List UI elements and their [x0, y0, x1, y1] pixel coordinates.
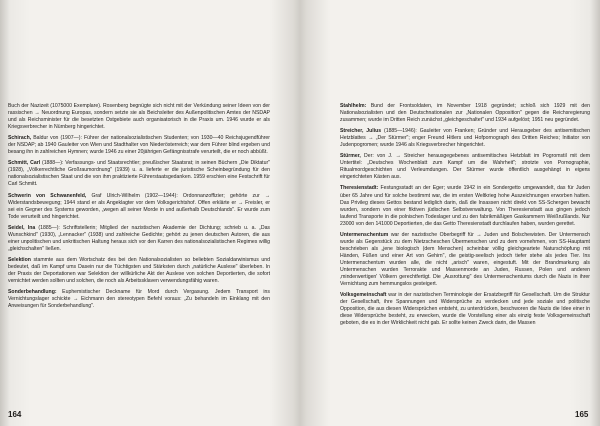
entry-body: Graf Ulrich-Wilhelm (1902—1944): Ordonnanzoffizier; gehörte zur → Widerstandsbewegung; 1944 stand er als Angeklagter vor dem Volksgerichtshof. Offen erklärte er → Freisler, er sei ein Gegner des Systems geworden, „wegen all seiner Morde in und außerhalb Deutschlands". Er wurde zum Tode verurteilt und hingerichtet. — [8, 192, 270, 220]
entry-volksgemeinschaft — [340, 292, 590, 327]
entry-untermenschentum — [340, 232, 590, 288]
entry-head: Sonderbehandlung: — [8, 289, 57, 296]
page-number-left: 164 — [8, 410, 22, 419]
entry-body: Der: von J. → Streicher herausgegebenes antisemitisches Hetzblatt im Pogromstil mit dem Untertitel: „Deutsches Wochenblatt zum Kampf um die Wahrheit"; strotzte von Pornographie, Ritualmordgeschichten und Verleumdungen. Der Stürmer wurde öffentlich ausgehängt in eigens eingerichteten Kästen aus. — [340, 153, 590, 181]
entry-body: Bund der Frontsoldaten, im November 1918 gegründet; schloß sich 1929 mit den Nationalsozialisten und den Deutschnationalen zur „Nationalen Opposition" gegen die Reichsregierung zusammen; wurde im Dritten Reich zunächst „gleichgeschaltet" und 1934 aufgelöst; 1951 neu gegründet. — [340, 103, 590, 124]
entry-head: Schwerin von Schwanenfeld, — [8, 192, 87, 199]
entry-streicher — [340, 128, 590, 149]
entry-head: Theresienstadt: — [340, 185, 379, 192]
entry-body: (1888—): Verfassungs- und Staatsrechtler; preußischer Staatsrat; in seinen Büchern „Die Diktatur" (1928), „Völkerrechtliche Großraumordnung" (1939) u. a. lieferte er die juristische Scheinbegründung für den nationalsozialistischen Staat und die von ihm praktizierte Führerstaatsgedanken. 1959 erschien eine Festschrift für Carl Schmitt. — [8, 160, 270, 188]
left-page-text — [8, 103, 270, 314]
entry-body: (1885—1946): Gauleiter von Franken; Gründer und Herausgeber des antisemitischen Hetzblattes → „Der Stürmer"; enger Freund Hitlers und Hofpornograph des Dritten Reiches; Initiator von Judenpogromen; wurde 1946 als Kriegsverbrecher hingerichtet. — [340, 128, 590, 149]
entry-body: Festungsstadt an der Eger; wurde 1942 in ein Sondergetto umgewandelt, das für Juden über 65 Jahre und für solche bestimmt war, die im ersten Weltkrieg hohe Auszeichnungen erworben hatten. Das Privileg dieses Gettos bestand lediglich darin, daß die Insassen nicht direkt von SS-Schergen bewacht wurden, sondern von einer fiktiven jüdischen Selbstverwaltung. Von Theresienstadt aus gingen jedoch laufend Transporte in die polnischen Todeslager und zu den fabrikmäßigen Gaskammern Weißrußlands. Nur 23000 von den 141000 Deportierten, die das Getto Theresienstadt durchlaufen haben, wurden gerettet. — [340, 185, 590, 227]
entry-body: war in der nazistischen Terminologie der Ersatzbegriff für Gesellschaft. Um die Struktur der Gesellschaft, ihre Spannungen und Widersprüche zu verdecken und jede soziale und politische Opposition, die aus diesen Widersprüchen entsteht, zu unterdrücken, beschworen die Nazis die Idee einer in diese Widersprüche besteht, zu erwecken, wurde die Vorstellung einer als einzig feste Volksgemeinschaft geboten, die es in der Wirklichkeit nicht gab. Er sollte keinen Zweck darin, die Massen — [340, 292, 590, 327]
entry-head: Selektion — [8, 256, 31, 263]
entry-schwerin — [8, 193, 270, 221]
entry-body: war der nazistische Oberbegriff für → Juden und Bolschewisten. Der Untermensch wurde als Gegenstück zu dem Nietzscheschen Übermenschen und zu dem vornehmen, von SS-Hauptamt beschrieben als „jene biologisch (dem Menschen) scheinbar völlig gleichgeartete Naturschöpfung mit Händen, Füßen und einer Art von Gehirn", die geistig-seelisch jedoch tiefer stehe als jedes Tier. Ins Untermenschentum wurden alle, die nicht „arisch" waren, eingestuft. Mit der Brandmarkung als Untermenschen wurden Terrorakte und Massenmorde an Juden, Russen, Polen und anderen ‚minderwertigen' Völkern gerechtfertigt. Die „Ausrottung" des Untermenschentums durch die Nazis in ihrer Vernichtung zum hemmungslos gesteigert. — [340, 231, 590, 288]
entry-head: Stahlhelm: — [340, 103, 367, 109]
entry-body: stammte aus dem Wortschatz des bei den Nationalsozialisten so beliebten Sozialdarwinismus und bedeutet, daß im Kampf ums Dasein nur die Tüchtigsten und Stärksten durch „natürliche Auslese" überleben. In der Praxis der Deportationen war Selektion der willkürliche Akt der Auslese von solchen Deportierten, die sofort vernichtet werden sollten und solchen, die noch als Arbeitssklaven verwendungsfähig waren. — [8, 256, 270, 285]
entry-schmitt — [8, 160, 270, 188]
entry-selektion — [8, 257, 270, 285]
entry-body: Euphemistischer Deckname für Mord durch Vergasung. Jedem Transport ins Vernichtungslager schickte → Eichmann den stereotypen Befehl voraus: „Zu behandeln im Einklang mit den Anweisungen für Sonderbehandlung". — [8, 289, 270, 310]
entry-sonderbehandlung — [8, 289, 270, 310]
entry-head: Untermenschentum — [340, 231, 389, 238]
entry-head: Volksgemeinschaft — [340, 292, 387, 299]
page-number-right: 165 — [575, 410, 589, 419]
entry-head: Streicher, Julius — [340, 128, 382, 135]
entry-head: Stürmer, — [340, 153, 361, 160]
entry-stuermer — [340, 153, 590, 181]
entry-head: Schmitt, Carl — [8, 160, 41, 167]
entry-seidel — [8, 225, 270, 253]
entry-stahlhelm — [340, 103, 590, 124]
entry-head: Schirach, — [8, 135, 32, 142]
right-page-text — [340, 103, 590, 331]
entry-body: (1885—): Schriftstellerin; Mitglied der nazistischen Akademie der Dichtung; schrieb u. a. „Das Wunschkind" (1930), „Lennacker" (1938) und zahlreiche Gedichte; gehört zu jenen deutschen Autoren, die aus einer unpolitischen und unkritischen Haltung heraus sich vor den Karren des nationalsozialistischen Regimes willig „gleichschalten" ließen. — [8, 224, 270, 252]
entry-schirach — [8, 135, 270, 156]
entry-theresienstadt — [340, 185, 590, 227]
entry-continuation: Buch der Nazizeit (1075000 Exemplare). Rosenberg begnügte sich nicht mit der Verkündung seiner Ideen von der rassischen → Neuordnung Europas, sondern setzte sie als Beichsleiter des Außenpolitischen Amtes der NSDAP und als Reichsminister für die besetzten Ostgebiete auch organisatorisch in die Praxis um. 1946 wurde er als Kriegsverbrecher in Nürnberg hingerichtet. — [8, 103, 270, 131]
entry-head: Seidel, Ina — [8, 224, 36, 231]
entry-body: Baldur von (1907—): Führer der nationalsozialistischen Studenten; von 1930—40 Reichsjugendführer der NSDAP; ab 1940 Gauleiter von Wien und Stadthalter von Niederösterreich; war dem Führer blind ergeben und besang ihn in zahlreichen Hymnen; wurde 1946 zu einer 20jährigen Gefängnisstrafe verurteilt, die er noch abbüßt. — [8, 135, 270, 156]
